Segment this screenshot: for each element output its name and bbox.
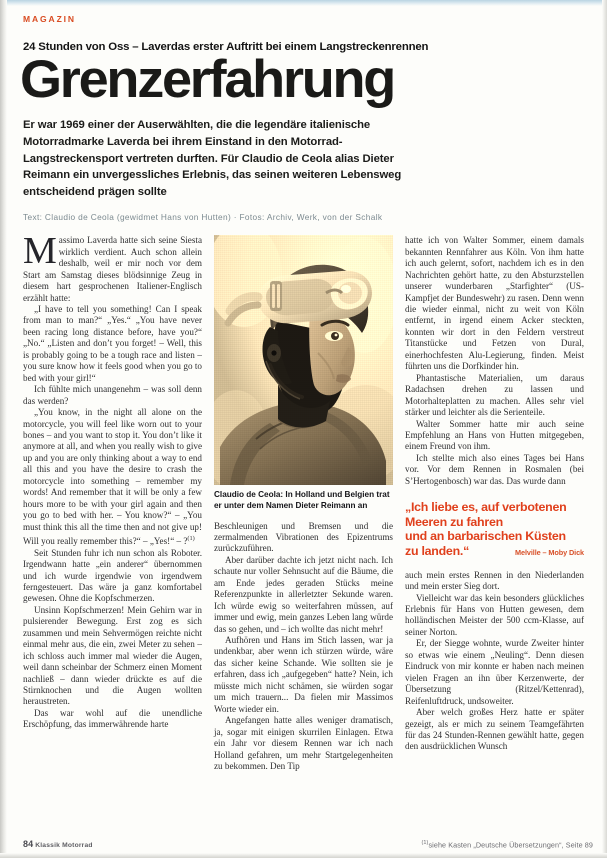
- paragraph: Seit Stunden fuhr ich nun schon als Roboter. Irgendwann hatte „ein anderer“ übernommen und ich wurde irgendwie von irgendwem ferngesteuert. Das wäre ja ganz komfortabel gewesen. Ohne die Kopfschmerzen.: [23, 547, 202, 604]
- section-kicker: MAGAZIN: [23, 14, 76, 24]
- paragraph: Er, der Siegge wohnte, wurde Zweiter hinter so etwas wie einem „Neuling“. Denn diesen Eindruck von mir konnte er haben nach meinen vielen Fragen an ihn über Kerzenwerte, der Übersetzung (Ritzel/Kettenrad), Reifenluftdruck, undsoweiter.: [405, 638, 584, 706]
- page-number: 84: [23, 839, 34, 849]
- paragraph: Aufhören und Hans im Stich lassen, war ja undenkbar, aber wenn ich stürzen würde, wäre das sicher keine Schande. Wie sollten sie je erfahren, dass ich „aufgegeben“ hatte? Nein, ich müsste mich nicht schämen, sie würden sogar um mich trauern... Da fielen mir Massimos Worte wieder ein.: [214, 635, 393, 714]
- page-content: [20, 14, 585, 772]
- paragraph: hatte ich von Walter Sommer, einem damals bekannten Rennfahrer aus Köln. Von ihm hatte ich auch gelernt, sofort, nachdem ich es in den Nachrichten gehört hatte, zu den Absturzstellen unserer wunderbaren „Starfighter“ (US-Kampfjet der Bundeswehr) zu rasen. Denn wenn die wieder einmal, nicht zu weit von Köln entfernt, in irgend einem Acker steckten, konnten wir dort in den Feldern verstreut Titanstücke und Fetzen von Dural, einerhochfesten Alu-Legierung, finden. Meist führten uns die Dorfkinder hin.: [405, 235, 584, 372]
- article-dek: 24 Stunden von Oss – Laverdas erster Auftritt bei einem Langstreckenrennen: [23, 41, 429, 53]
- pull-quote-line: Meeren zu fahren: [405, 514, 503, 529]
- pull-quote-line: und an barbarischen Küsten: [405, 529, 566, 544]
- paragraph: Aber darüber dachte ich jetzt nicht nach. Ich schaute nur voller Sehnsucht auf die Bäume, die am Ende jedes geraden Stücks meine Referenzpunkte in allerletzter Sekunde waren. Ich würde ewig so weiterfahren müssen, auf immer und ewig, mein ganzes Leben lang würde das so gehen, und – ich wollte das nicht mehr!: [214, 554, 393, 634]
- footnote: [421, 840, 593, 849]
- article-figure: [214, 235, 393, 511]
- pull-quote-line: „Ich liebe es, auf verbotenen: [405, 500, 567, 515]
- paragraph: Aber welch großes Herz hatte er später gezeigt, als er mich zu seinem Teamgefährten für das 24 Stunden-Rennen gewählt hatte, gegen den ausdrücklichen Wunsch: [405, 707, 584, 752]
- folio: [23, 839, 93, 849]
- paragraph: Angefangen hatte alles weniger dramatisch, ja, sogar mit einigen skurrilen Einlagen. Etwa ein Jahr vor diesem Rennen war ich nach Holland gefahren, um mehr Startgelegenheiten zu bekommen. Den Tip: [214, 715, 393, 772]
- page-footer: [23, 839, 593, 849]
- paragraph: Massimo Laverda hatte sich seine Siesta wirklich verdient. Auch schon allein deshalb, weil er mir noch vor dem Start am Samstag dieses blödsinnige Zeug in diesem hart gesprochenen Italiener-Englisch erzählt hatte:: [23, 230, 202, 303]
- paragraph-text: „You know, in the night all alone on the motorcycle, you will feel like worn out to your bones – and you want to stop it. You don’t like it anymore at all, and when you really wish to give up and you are only thinking about a way to end all this and you have the desire to crash the motorcycle into something – remember my words! And remember that it will be only a few hours more to be with your girl again and then you go to bed with her. – You know?“ – „You must think this all the time then and not give up! Will you really remember this?“ – „Yes!“ – ?: [23, 407, 202, 547]
- magazine-name: Klassik Motorrad: [35, 842, 93, 849]
- pull-quote-attribution: Melville – Moby Dick: [515, 548, 584, 558]
- text-column-3: [405, 235, 584, 772]
- paragraph: Das war wohl auf die unendliche Erschöpfung, das immerwährende harte: [23, 707, 202, 730]
- paragraph: Phantastische Materialien, um daraus Radachsen drehen zu lassen und Motorhalteplatten zu machen. Alles sehr viel stärker und leichter als die Serienteile.: [405, 372, 584, 418]
- scan-edge-left: [0, 0, 7, 858]
- pull-quote: [405, 500, 584, 558]
- paragraph: Vielleicht war das kein besonders glückliches Erlebnis für Hans von Hutten gewesen, dem holländischen Meister der 500 ccm-Klasse, auf seiner Norton.: [405, 592, 584, 637]
- portrait-photo: [214, 235, 393, 485]
- paragraph: Unsinn Kopfschmerzen! Mein Gehirn war in pulsierender Bewegung. Erst zog es sich zusammen und mein Sehvermögen reichte nicht einmal mehr aus, die ein, zwei Meter zu sehen – ich schloss auch immer mal wieder die Augen, weil dann scheinbar der Schmerz einen Moment nachließ – dann wieder drückte es auf die Stirnknochen und die Augen wollten heraustreten.: [23, 604, 202, 707]
- article-columns: [23, 230, 585, 772]
- paragraph: Beschleunigen und Bremsen und die zermalmenden Vibrationen des Epizentrums zurückzuführen.: [214, 520, 393, 554]
- footnote-marker: (1): [421, 839, 429, 846]
- figure-caption: Claudio de Ceola: In Holland und Belgien trat er unter dem Namen Dieter Reimann an: [214, 490, 390, 510]
- text-column-2: [214, 235, 393, 772]
- paragraph: „I have to tell you something! Can I speak from man to man?“ „Yes.“ „You have never been racing long distance before, have you?“ „No.“ „Listen and don’t you forget! – Well, this is probably going to be a tough race and listen – you sure know how it feels good when you go to bed with your girl!“: [23, 304, 202, 383]
- photo-grain-overlay: [214, 235, 393, 485]
- paragraph: Ich fühlte mich unangenehm – was soll denn das werden?: [23, 384, 202, 406]
- page-title: Grenzerfahrung: [20, 50, 395, 109]
- paragraph: auch mein erstes Rennen in den Niederlanden und mein erster Sieg dort.: [405, 569, 584, 592]
- paragraph: Ich stellte mich also eines Tages bei Hans vor. Vor dem Rennen in Rosmalen (bei S’Hertogenbosch) war das. Das wurde dann: [405, 452, 584, 486]
- scan-edge-top: [0, 0, 607, 6]
- footnote-text: siehe Kasten „Deutsche Übersetzungen“, Seite 89: [428, 840, 593, 849]
- article-standfirst: Er war 1969 einer der Auserwählten, die die legendäre italienische Motorradmarke Laverda bei ihrem Einstand in den Motorrad-Langstreckensport vertreten durften. Für Claudio de Ceola alias Dieter Reimann ein unvergessliches Erlebnis, das seinen weiteren Lebensweg entscheidend prägen sollte: [23, 119, 402, 198]
- pull-quote-last-line: [405, 544, 584, 559]
- footnote-marker: (1): [187, 535, 195, 543]
- paragraph-with-footnote: [23, 407, 202, 547]
- paragraph: Walter Sommer hatte mir auch seine Empfehlung an Hans von Hutten mitgegeben, einem Freund von ihm.: [405, 418, 584, 452]
- article-credits: Text: Claudio de Ceola (gewidmet Hans von Hutten) · Fotos: Archiv, Werk, von der Schalk: [23, 212, 383, 223]
- scan-edge-bottom: [0, 853, 607, 858]
- pull-quote-line: zu landen.“: [405, 544, 470, 559]
- text-column-1: [23, 230, 202, 772]
- scan-edge-right: [602, 0, 607, 858]
